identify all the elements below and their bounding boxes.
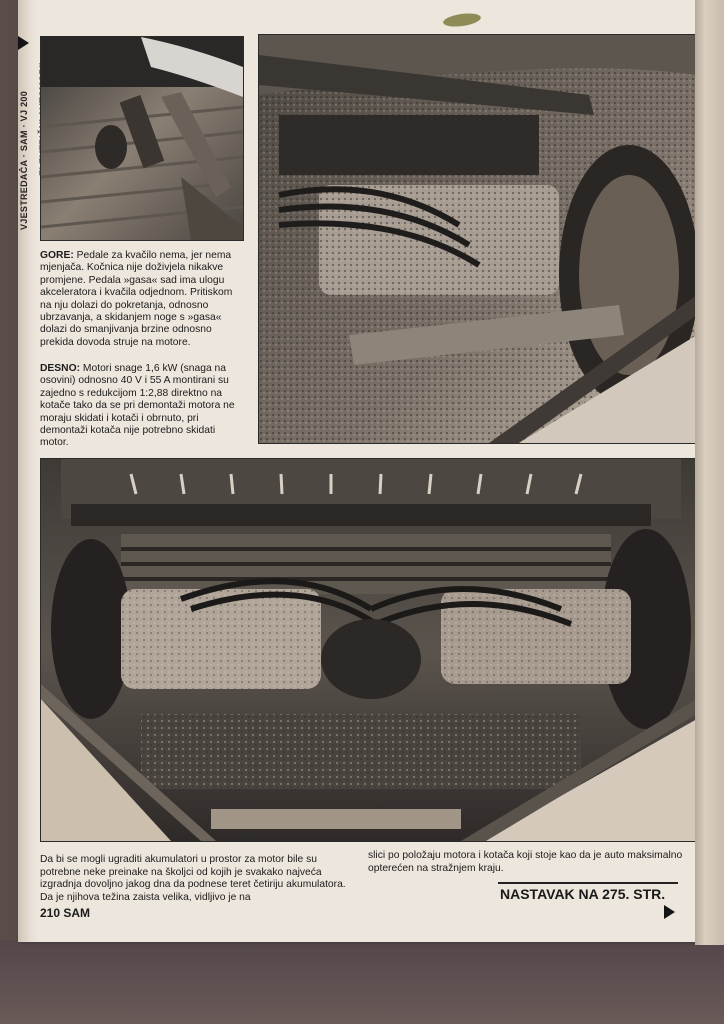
underbody-photo (40, 458, 698, 842)
continuation-rule (498, 882, 678, 884)
page-folio: 210 SAM (40, 906, 91, 920)
pedals-photo (40, 36, 244, 241)
body-column-1: Da bi se mogli ugraditi akumulatori u prostor za motor bile su potrebne neke preinake na školjci od kojih je svakako najveća izgradnja dovoljno jakog dna da podnese teret četiriju akumulatora. Da je njihova težina zaista velika, vidljivo je na (40, 854, 346, 903)
motor-right-photo (258, 34, 698, 444)
caption-gore-text: Pedale za kvačilo nema, jer nema mjenjača. Kočnica nije doživjela nikakve promjene. Pedala »gasa« sad ima ulogu akceleratora i kvačila odjednom. Pritiskom na nju dolazi do pokretanja, odnosno ubrzavanja, a skidanjem noge s »gasa« dolazi do smanjivanja brzine odnosno prekida dovoda struje na motore. (40, 250, 233, 348)
section-arrow-icon (18, 36, 29, 50)
next-page-edge (695, 0, 724, 945)
spine-header: VJESTREDAČA · SAM · VJ 200 (19, 91, 29, 230)
magazine-page (18, 0, 700, 942)
table-surface (0, 940, 724, 1024)
caption-gore-lead: GORE: (40, 250, 74, 261)
continuation-label: NASTAVAK NA 275. STR. (500, 886, 666, 902)
stain-mark (442, 11, 481, 28)
caption-desno-text: Motori snage 1,6 kW (snaga na osovini) odnosno 40 V i 55 A montirani su zajedno s redukcijom 1:2,88 direktno na kotače tako da se pri demontaži motora ne moraju skidati i kotači i obrnuto, pri demontaži kotača nije potrebno skidati motor. (40, 363, 235, 449)
body-column-2: slici po položaju motora i kotača koji stoje kao da je auto maksimalno opterećen na stražnjem kraju. (368, 850, 683, 874)
caption-desno (40, 363, 242, 450)
caption-desno-lead: DESNO: (40, 363, 81, 374)
caption-gore (40, 250, 242, 349)
next-arrow-icon (664, 905, 675, 919)
